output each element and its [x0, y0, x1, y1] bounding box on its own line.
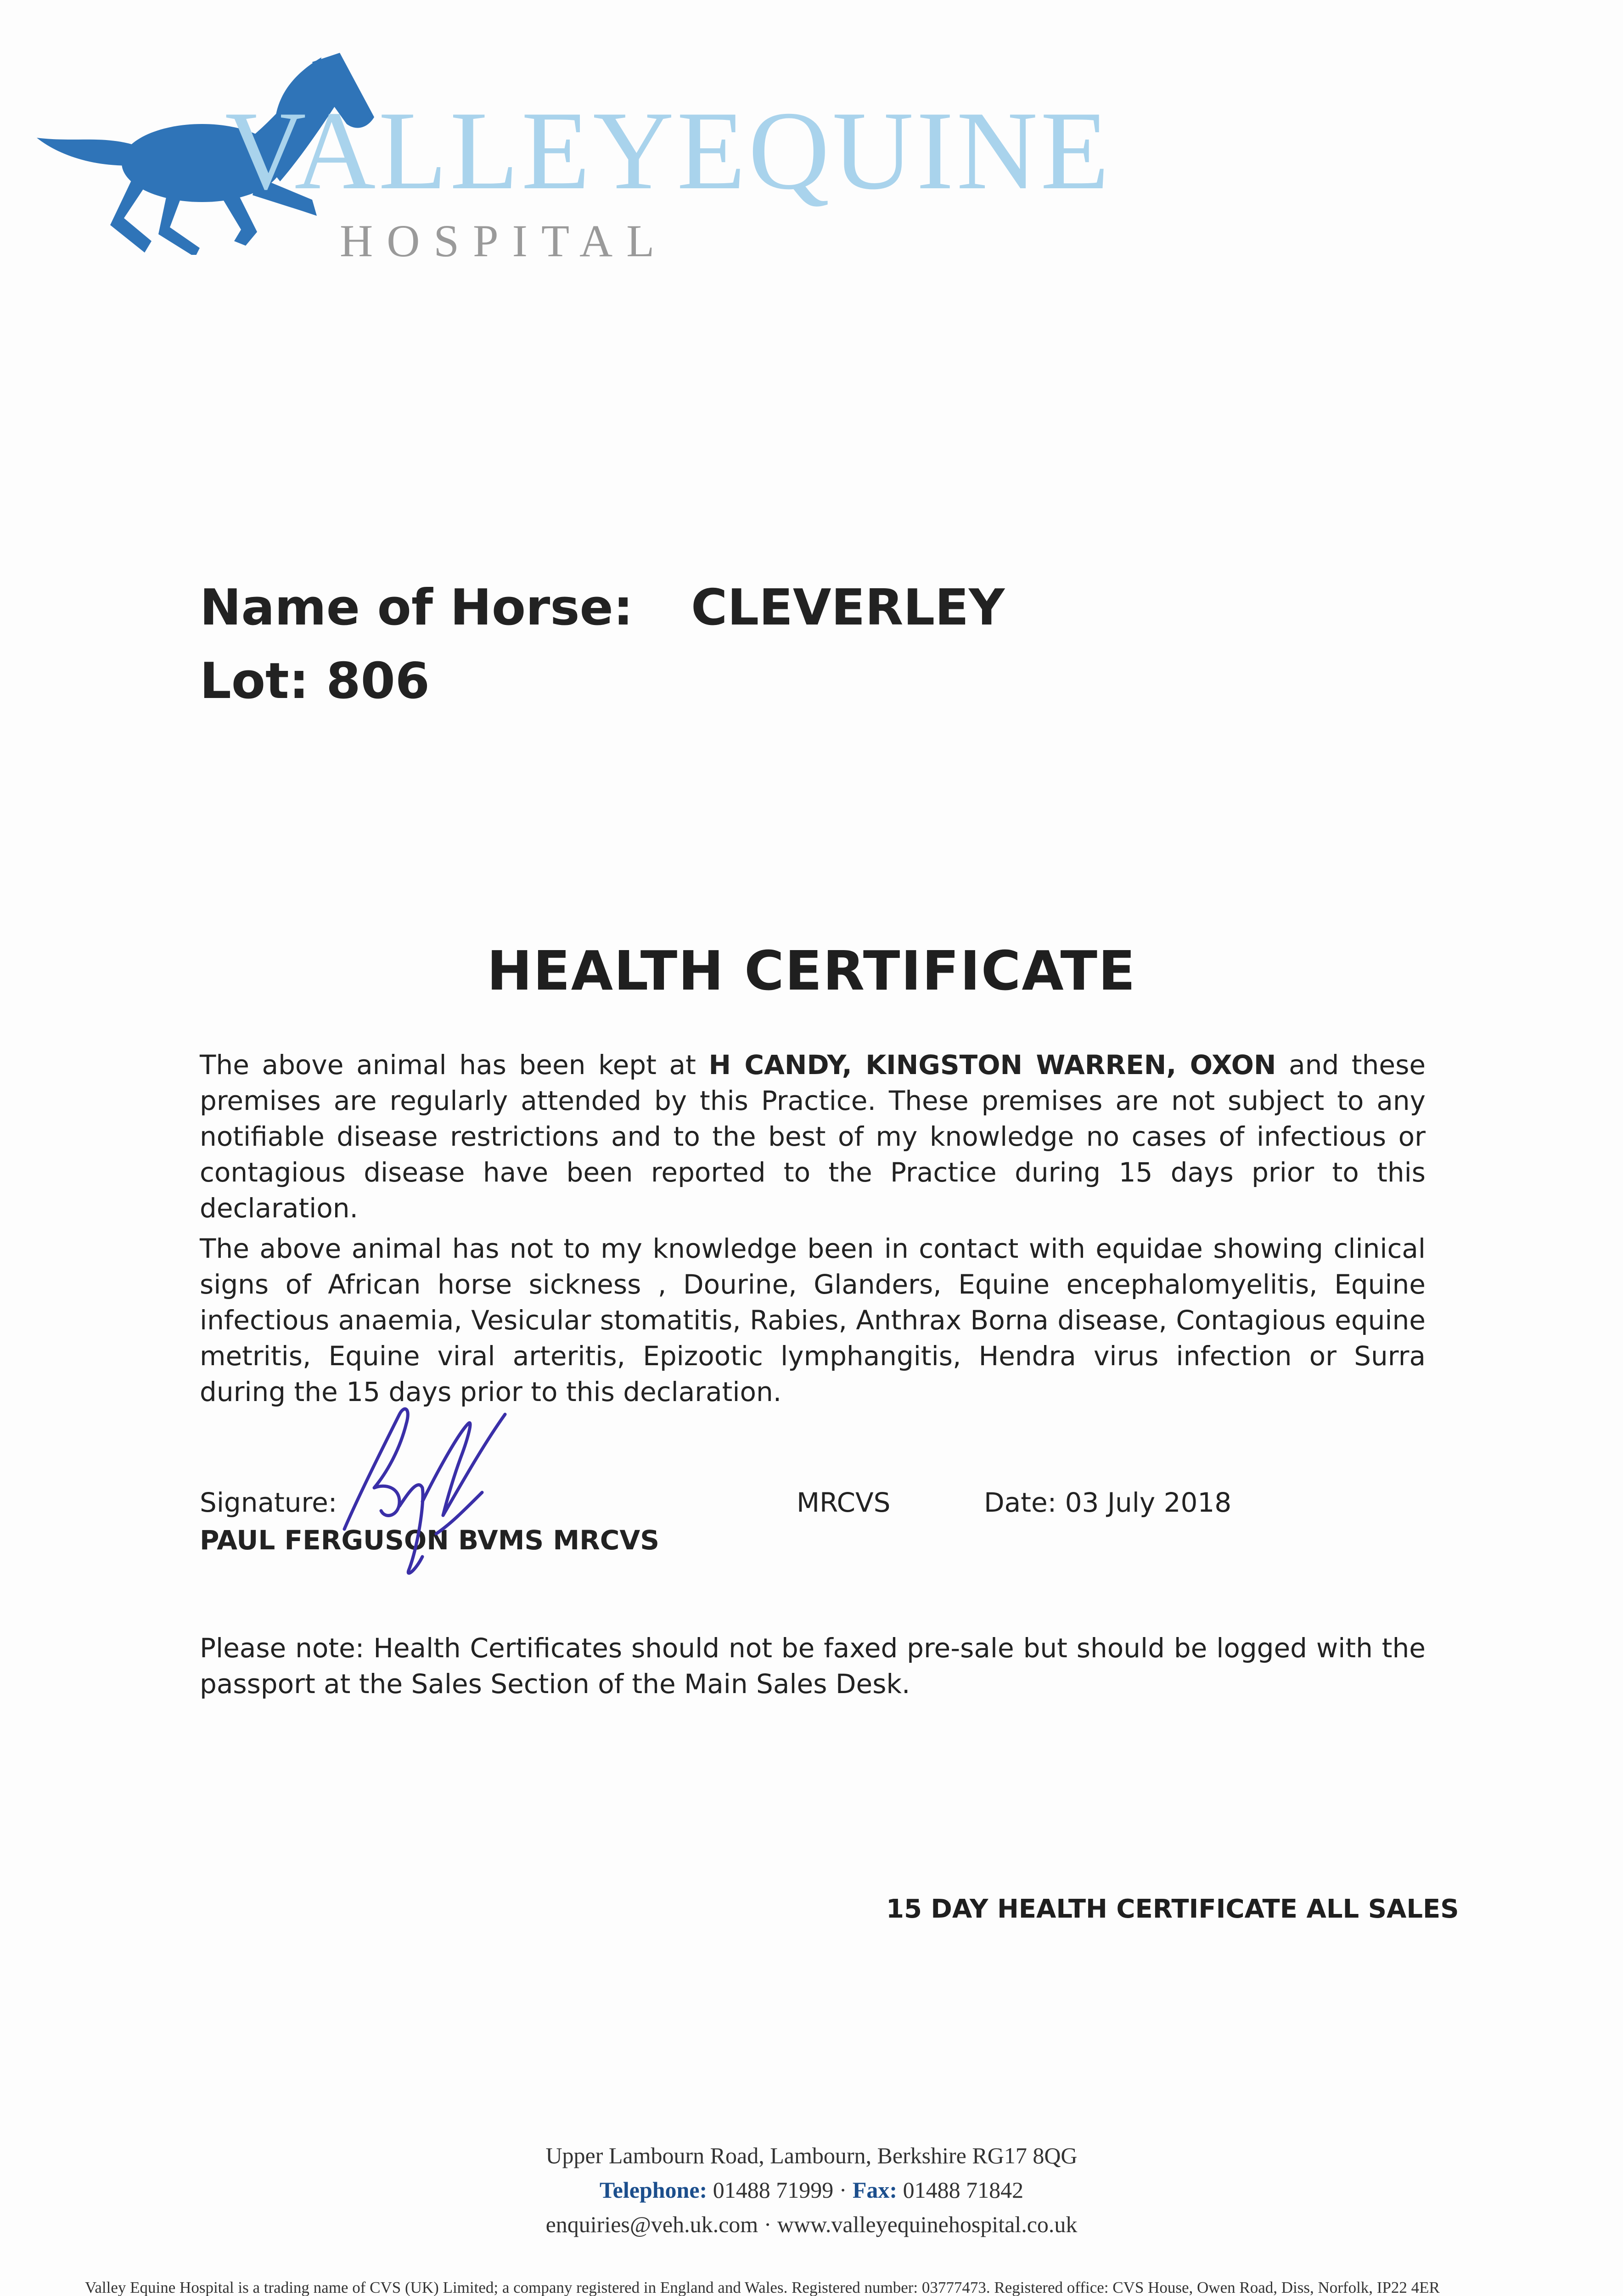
signature-date: Date: 03 July 2018: [984, 1487, 1232, 1518]
logo: [18, 44, 1112, 273]
horse-name-value: CLEVERLEY: [691, 579, 1005, 636]
paragraph1-rest: and these premises are regularly attended by this Practice. These premises are not subject to any notifiable disease restrictions and to the best of my knowledge no cases of infectious or contagious disease have been reported to the Practice during 15 days prior to this declaration.: [200, 1049, 1426, 1224]
footer-legal: Valley Equine Hospital is a trading name of CVS (UK) Limited; a company registered in England and Wales. Registered number: 03777473. Registered office: CVS House, Owen Road, Diss, Norfolk, IP22 4ER: [85, 2279, 1440, 2296]
fax-label: Fax:: [852, 2177, 898, 2203]
footer-title: 15 DAY HEALTH CERTIFICATE ALL SALES: [886, 1894, 1459, 1924]
premises-name: H CANDY, KINGSTON WARREN, OXON: [708, 1049, 1276, 1080]
signature-label: Signature:: [200, 1487, 337, 1518]
horse-name-label: Name of Horse:: [200, 579, 633, 636]
logo-brand-word: VALLEYEQUINE: [225, 88, 1112, 213]
certificate-title: HEALTH CERTIFICATE: [487, 939, 1136, 1002]
logo-sub-word: HOSPITAL: [340, 215, 668, 266]
signatory-name: PAUL FERGUSON BVMS MRCVS: [200, 1525, 659, 1556]
fax-number: 01488 71842: [897, 2177, 1024, 2203]
footer-address: Upper Lambourn Road, Lambourn, Berkshire RG17 8QG: [545, 2143, 1078, 2168]
lot-label: Lot: 806: [200, 653, 430, 710]
footer-phone-line: [0, 2177, 1623, 2203]
disease-paragraph: The above animal has not to my knowledge been in contact with equidae showing clinical signs of African horse sickness , Dourine, Glanders, Equine encephalomyelitis, Equine infectious anaemia, Vesicular stomatitis, Rabies, Anthrax Borna disease, Contagious equine metritis, Equine viral arteritis, Epizootic lymphangitis, Hendra virus infection or Surra during the 15 days prior to this declaration.: [200, 1233, 1426, 1407]
footer-contact: enquiries@veh.uk.com · www.valleyequinehospital.co.uk: [545, 2212, 1078, 2237]
premises-paragraph: [200, 1047, 1426, 1226]
paragraph1-intro: The above animal has been kept at: [200, 1049, 709, 1080]
telephone-number: 01488 71999 ·: [707, 2177, 853, 2203]
handwritten-signature: [331, 1396, 588, 1580]
note-paragraph: Please note: Health Certificates should not be faxed pre-sale but should be logged with the passport at the Sales Section of the Main Sales Desk.: [200, 1632, 1426, 1699]
qualification-label: MRCVS: [797, 1487, 891, 1518]
telephone-label: Telephone:: [599, 2177, 708, 2203]
